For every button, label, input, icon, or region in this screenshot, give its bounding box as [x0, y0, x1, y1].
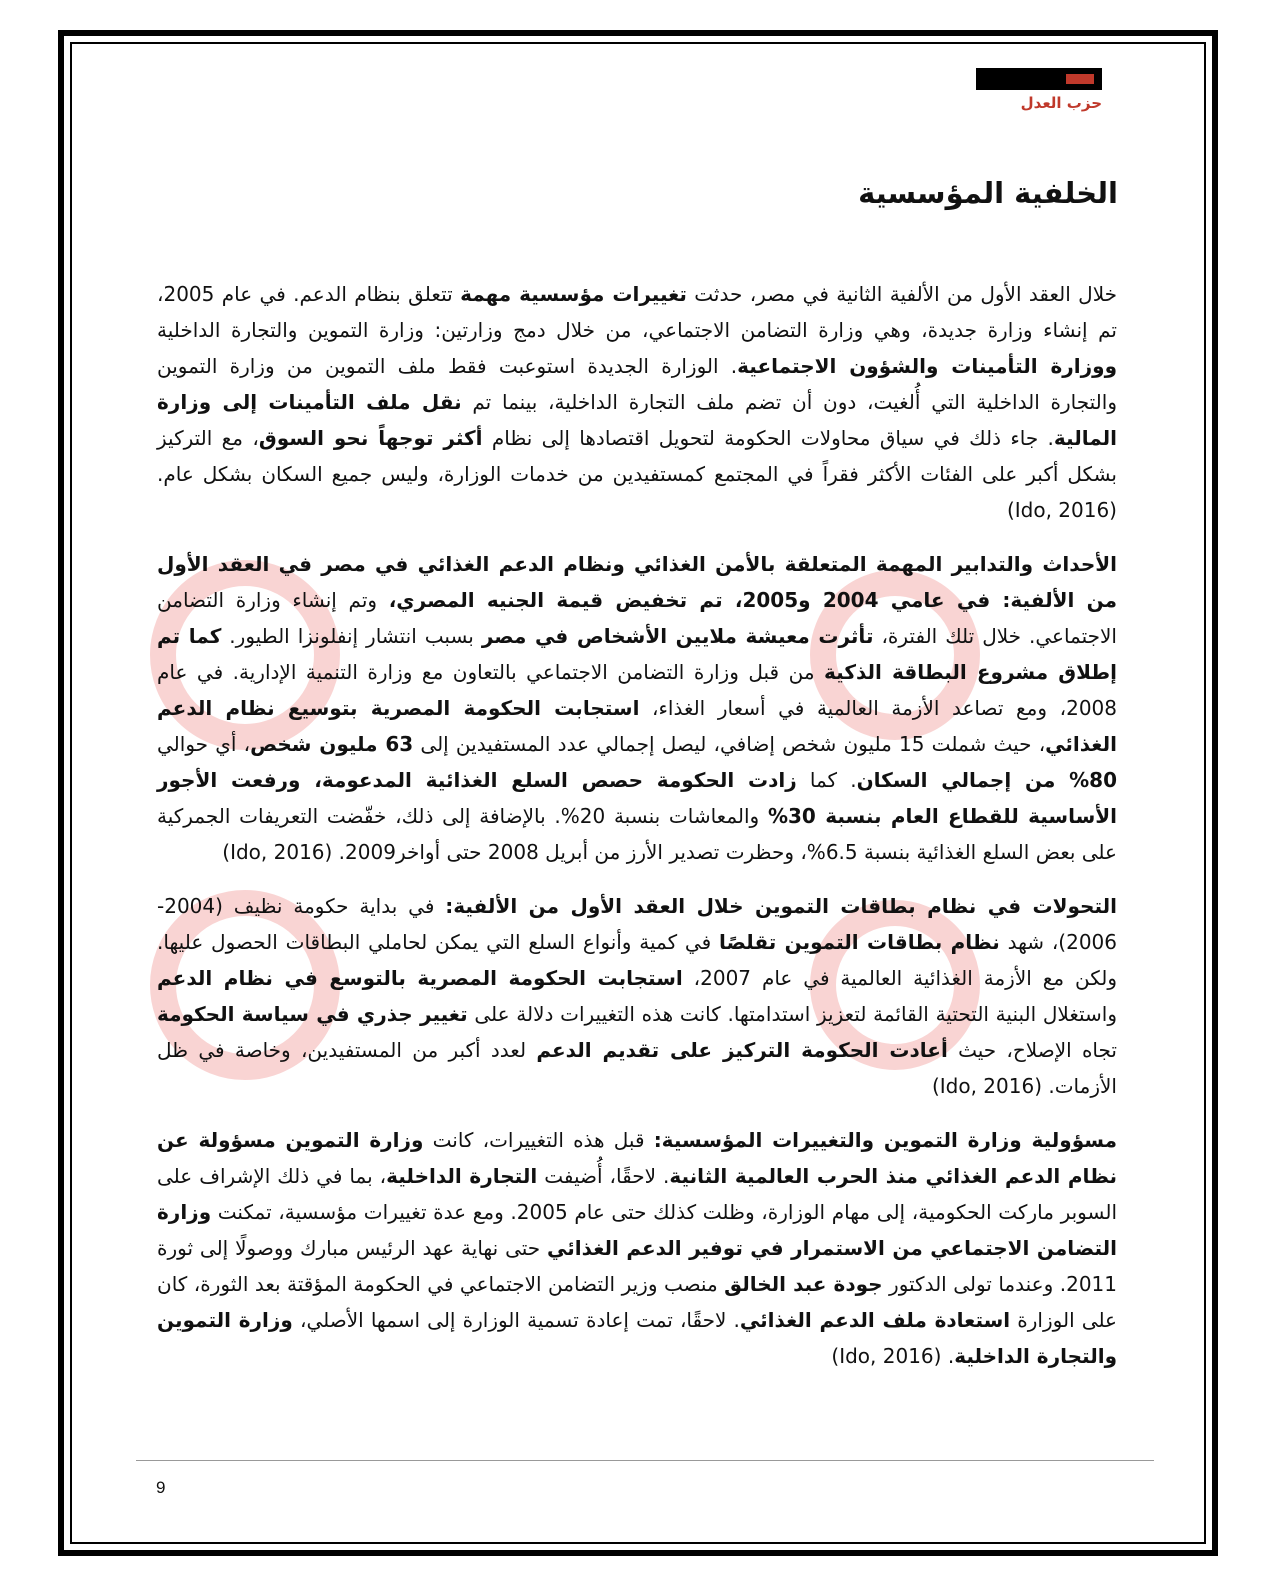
bold-text: وزارة التموين مسؤولة عن نظام الدعم الغذائي منذ الحرب العالمية الثانية	[157, 1128, 1117, 1188]
text-run: واستغلال البنية التحتية القائمة لتعزيز استدامتها. كانت هذه التغييرات دلالة على	[467, 1002, 1118, 1026]
bold-text: جودة عبد الخالق	[724, 1272, 883, 1296]
logo-mark	[976, 68, 1102, 90]
paragraph	[157, 276, 1117, 528]
bold-text: 80% من إجمالي السكان	[856, 768, 1117, 792]
bold-text: 63 مليون شخص	[250, 732, 414, 756]
paragraph	[157, 888, 1117, 1104]
bold-text: نظام بطاقات التموين تقلصًا	[718, 930, 1000, 954]
text-run: ، بما في ذلك الإشراف على السوبر ماركت الحكومية، إلى مهام الوزارة، وظلت كذلك حتى عام 2005. ومع عدة تغييرات مؤسسية، تمكنت	[157, 1164, 1117, 1224]
footer-divider	[136, 1460, 1154, 1461]
bold-text: استجابت الحكومة المصرية بتوسيع نظام الدعم الغذائي	[157, 696, 1117, 756]
citation: (Ido, 2016)	[931, 1074, 1043, 1098]
text-run: . لاحقًا، أُضيفت	[537, 1164, 670, 1188]
text-run: في كمية وأنواع السلع التي يمكن لحاملي البطاقات الحصول عليها. ولكن مع الأزمة الغذائية العالمية في عام 2007،	[157, 930, 1117, 990]
text-run: تجاه الإصلاح، حيث	[947, 1038, 1117, 1062]
bold-text: زادت الحكومة حصص السلع الغذائية المدعومة، ورفعت الأجور الأساسية للقطاع العام بنسبة 30%	[157, 768, 1117, 828]
bold-text: استجابت الحكومة المصرية بالتوسع في نظام الدعم	[157, 966, 683, 990]
bold-text: وزارة التضامن الاجتماعي من الاستمرار في توفير الدعم الغذائي	[157, 1200, 1117, 1260]
bold-text: تغيير جذري في سياسة الحكومة	[157, 1002, 468, 1026]
citation: (Ido, 2016)	[831, 1344, 942, 1368]
text-run: . الوزارة الجديدة استوعبت فقط ملف التموين من وزارة التموين والتجارة الداخلية التي أُلغيت، دون أن تضم ملف التجارة الداخلية، بينما تم	[157, 354, 1117, 414]
bold-text: مسؤولية وزارة التموين والتغييرات المؤسسية:	[653, 1128, 1118, 1152]
paragraph	[157, 1122, 1117, 1374]
page-number: 9	[156, 1478, 166, 1497]
logo-text: حزب العدل	[1020, 94, 1102, 112]
bold-text: التحولات في نظام بطاقات التموين خلال العقد الأول من الألفية:	[445, 894, 1117, 918]
bold-text: تغييرات مؤسسية مهمة	[460, 282, 687, 306]
body-text	[157, 276, 1117, 1392]
bold-text: تأثرت معيشة ملايين الأشخاص في مصر	[481, 624, 874, 648]
text-run: حتى نهاية عهد الرئيس مبارك ووصولًا إلى ثورة 2011. وعندما تولى الدكتور	[157, 1236, 1118, 1296]
text-run: لعدد أكبر من المستفيدين، وخاصة في ظل الأزمات.	[157, 1038, 1117, 1098]
paragraph	[157, 546, 1117, 870]
bold-text: ووزارة التأمينات والشؤون الاجتماعية	[737, 354, 1117, 378]
text-run: من قبل وزارة التضامن الاجتماعي بالتعاون مع وزارة التنمية الإدارية. في عام 2008، ومع تصاعد الأزمة العالمية في أسعار الغذاء،	[157, 660, 1117, 720]
text-run: .	[941, 1344, 955, 1368]
citation: (Ido, 2016)	[1006, 498, 1117, 522]
section-title: الخلفية المؤسسية	[858, 176, 1118, 210]
party-logo	[972, 68, 1102, 112]
text-run: قبل هذه التغييرات، كانت	[423, 1128, 654, 1152]
text-run: ، مع التركيز بشكل أكبر على الفئات الأكثر فقراً في المجتمع كمستفيدين من خدمات الوزارة، وليس جميع السكان بشكل عام.	[157, 426, 1117, 486]
text-run: . كما	[796, 768, 857, 792]
bold-text: التجارة الداخلية	[386, 1164, 538, 1188]
bold-text: كما تم إطلاق مشروع البطاقة الذكية	[157, 624, 1117, 684]
bold-text: استعادة ملف الدعم الغذائي	[739, 1308, 1011, 1332]
text-run: ، حيث شملت 15 مليون شخص إضافي، ليصل إجمالي عدد المستفيدين إلى	[413, 732, 1046, 756]
citation: (Ido, 2016)	[222, 840, 333, 864]
text-run: منصب وزير التضامن الاجتماعي في الحكومة المؤقتة بعد الثورة، كان على الوزارة	[157, 1272, 1117, 1332]
text-run: والمعاشات بنسبة 20%. بالإضافة إلى ذلك، خفّضت التعريفات الجمركية على بعض السلع الغذائية بنسبة 6.5%، وحظرت تصدير الأرز من أبريل 2008 حتى أواخر2009.	[157, 804, 1117, 864]
bold-text: أعادت الحكومة التركيز على تقديم الدعم	[536, 1038, 948, 1062]
text-run: خلال العقد الأول من الألفية الثانية في مصر، حدثت	[686, 282, 1117, 306]
text-run: وتم إنشاء وزارة التضامن الاجتماعي. خلال تلك الفترة،	[157, 588, 1117, 648]
bold-text: الأحداث والتدابير المهمة المتعلقة بالأمن الغذائي ونظام الدعم الغذائي في مصر في العقد الأول من الألفية: في عامي 2004 و2005، تم تخفيض قيمة الجنيه المصري،	[157, 552, 1118, 612]
text-run: في بداية حكومة نظيف (2004-2006)، شهد	[157, 894, 1118, 954]
text-run: تتعلق بنظام الدعم. في عام 2005، تم إنشاء وزارة جديدة، وهي وزارة التضامن الاجتماعي، من خلال دمج وزارتين: وزارة التموين والتجارة الداخلية	[157, 282, 1117, 342]
text-run: بسبب انتشار إنفلونزا الطيور.	[221, 624, 482, 648]
bold-text: وزارة التموين والتجارة الداخلية	[157, 1308, 1117, 1368]
bold-text: أكثر توجهاً نحو السوق	[258, 426, 483, 450]
text-run: ، أي حوالي	[157, 732, 251, 756]
text-run: . جاء ذلك في سياق محاولات الحكومة لتحويل اقتصادها إلى نظام	[482, 426, 1054, 450]
text-run: . لاحقًا، تمت إعادة تسمية الوزارة إلى اسمها الأصلي،	[292, 1308, 740, 1332]
bold-text: نقل ملف التأمينات إلى وزارة المالية	[157, 390, 1117, 450]
